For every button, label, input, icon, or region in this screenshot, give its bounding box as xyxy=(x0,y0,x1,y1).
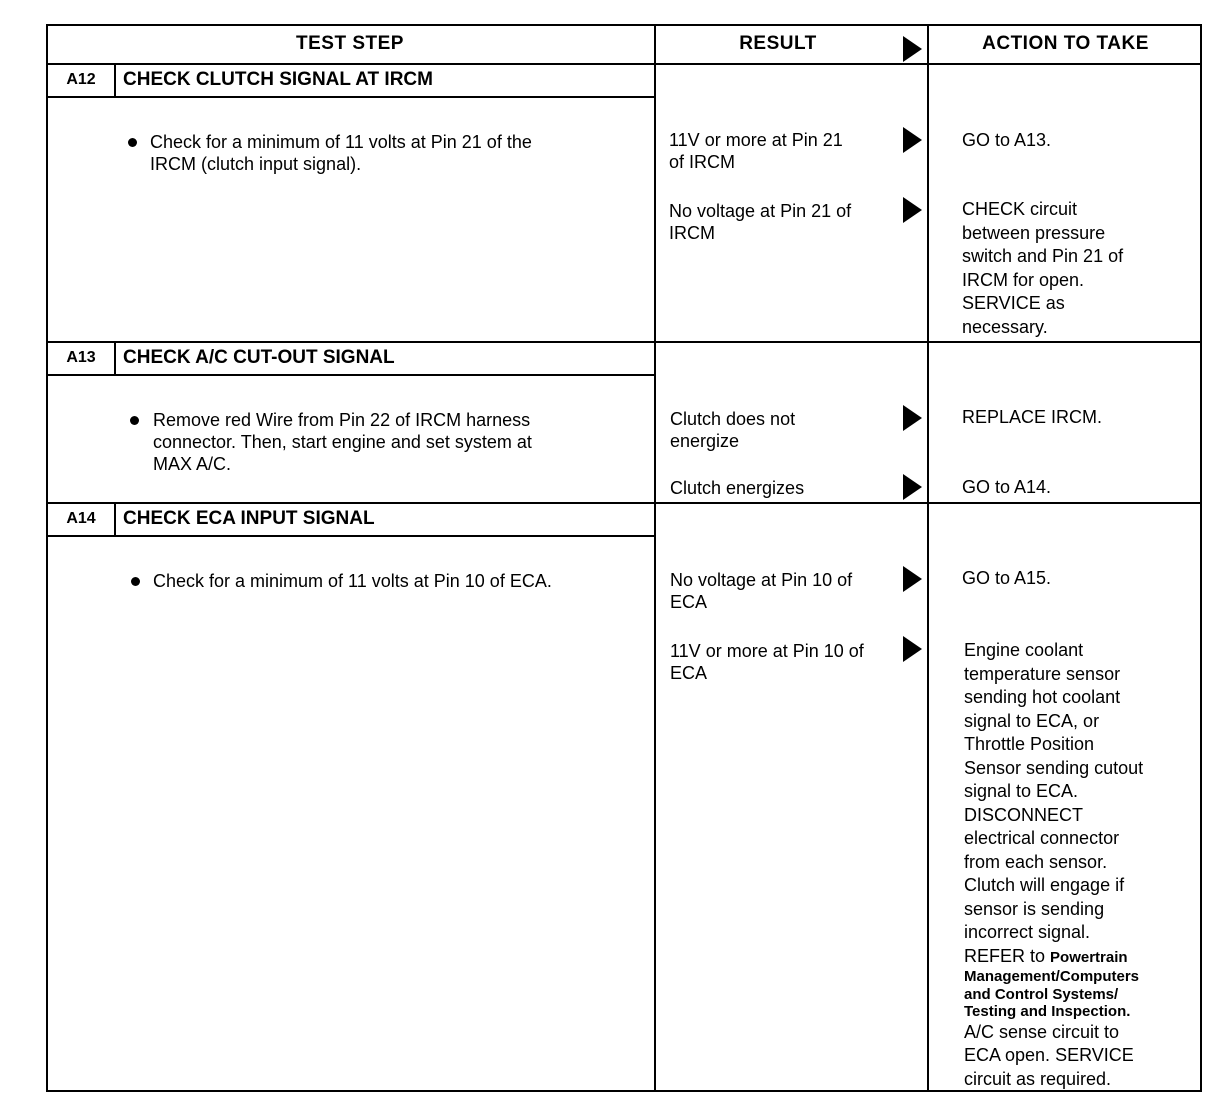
step-instruction: Remove red Wire from Pin 22 of IRCM harness connector. Then, start engine and set system at MAX A/C. xyxy=(153,410,532,474)
header-arrow-icon xyxy=(903,36,922,62)
result-arrow-icon xyxy=(903,197,922,223)
action-text: GO to A14. xyxy=(962,477,1052,497)
result-arrow-icon xyxy=(903,405,922,431)
result-text: 11V or more at Pin 10 of ECA xyxy=(670,641,864,683)
step-title: CHECK A/C CUT-OUT SIGNAL xyxy=(123,347,395,368)
refer-prefix: REFER to xyxy=(964,945,1046,966)
action-text: GO to A13. xyxy=(962,130,1052,150)
header-action: ACTION TO TAKE xyxy=(982,33,1149,54)
result-arrow-icon xyxy=(903,566,922,592)
step-title: CHECK ECA INPUT SIGNAL xyxy=(123,508,375,529)
column-divider-test-step xyxy=(654,24,656,1092)
step-title: CHECK CLUTCH SIGNAL AT IRCM xyxy=(123,69,433,90)
step-id: A14 xyxy=(66,510,96,527)
header-test-step: TEST STEP xyxy=(296,33,404,54)
step-id-divider xyxy=(114,63,116,98)
bullet-icon xyxy=(130,416,139,425)
step-id-divider xyxy=(114,502,116,537)
result-text: Clutch energizes xyxy=(670,478,805,498)
action-text: CHECK circuit between pressure switch and Pin 21 of IRCM for open. SERVICE as necessary. xyxy=(962,199,1124,337)
step-instruction: Check for a minimum of 11 volts at Pin 21 of the IRCM (clutch input signal). xyxy=(150,132,532,174)
action-text: Engine coolant temperature sensor sending hot coolant signal to ECA, or Throttle Position Sensor sending cutout signal to ECA. DISCONNECT electrical connector from each sensor. Clutch will engage if sensor is sending incorrect signal. REFER to Powertrain Management/Computers and Control Systems/ Testing and Inspection. A/C sense circuit to ECA open. SERVICE circuit as required. xyxy=(964,640,1144,1089)
step-id-divider xyxy=(114,341,116,376)
bullet-icon xyxy=(128,138,137,147)
action-text: REPLACE IRCM. xyxy=(962,407,1103,427)
result-text: No voltage at Pin 21 of IRCM xyxy=(669,201,852,243)
bullet-icon xyxy=(131,577,140,586)
action-text: GO to A15. xyxy=(962,568,1052,588)
result-text: No voltage at Pin 10 of ECA xyxy=(670,570,853,612)
result-arrow-icon xyxy=(903,636,922,662)
result-text: Clutch does not energize xyxy=(670,409,796,451)
column-divider-result xyxy=(927,24,929,1092)
step-id: A13 xyxy=(66,349,96,366)
result-text: 11V or more at Pin 21 of IRCM xyxy=(669,130,843,172)
result-arrow-icon xyxy=(903,127,922,153)
step-id: A12 xyxy=(66,71,96,88)
result-arrow-icon xyxy=(903,474,922,500)
header-result: RESULT xyxy=(739,33,817,54)
step-instruction: Check for a minimum of 11 volts at Pin 10 of ECA. xyxy=(153,571,552,591)
refer-target: Powertrain xyxy=(1050,948,1128,966)
